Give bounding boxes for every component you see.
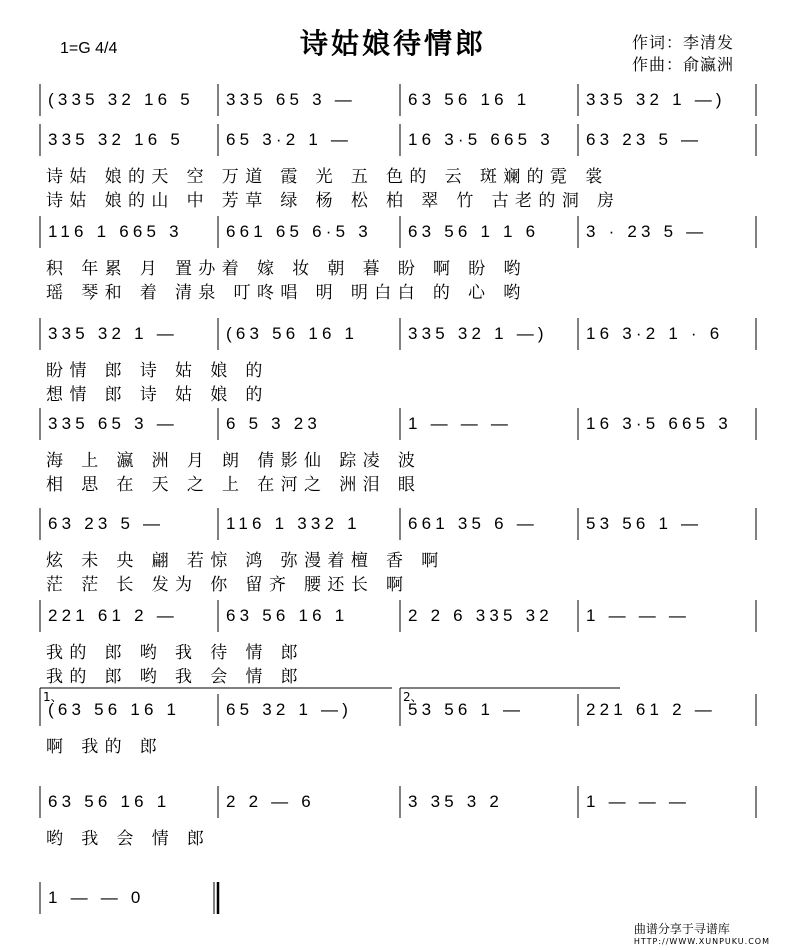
measure: (335 32 16 5: [48, 90, 194, 109]
measure: 1 — — —: [586, 792, 691, 811]
measure: 221 61 2 —: [48, 606, 178, 625]
lyric-line: 我的 郎 哟 我 待 情 郎: [46, 643, 305, 663]
measure: (63 56 16 1: [226, 324, 359, 343]
measure: 3 35 3 2: [408, 792, 504, 811]
measure: 65 3·2 1 —: [226, 130, 353, 149]
lyric-line: 茫 茫 长 发为 你 留齐 腰还长 啊: [46, 575, 410, 595]
lyric-line: 瑶 琴和 着 清泉 叮咚唱 明 明白白 的 心 哟: [46, 283, 527, 303]
measure: 63 56 16 1: [226, 606, 349, 625]
lyric-line: 我的 郎 哟 我 会 情 郎: [46, 667, 305, 687]
source-text: 曲谱分享于寻谱库: [633, 922, 730, 936]
volta-number: 2、: [403, 690, 423, 704]
measure: 335 32 16 5: [48, 130, 185, 149]
measure: 6 5 3 23: [226, 414, 322, 433]
measure: 16 3·5 665 3: [586, 414, 732, 433]
measure: 63 23 5 —: [586, 130, 703, 149]
source-url: HTTP://WWW.XUNPUKU.COM: [633, 937, 770, 946]
measure: 3 · 23 5 —: [586, 222, 708, 241]
measure: 1 — — —: [408, 414, 513, 433]
lyric-line: 盼情 郎 诗 姑 娘 的: [46, 361, 269, 381]
measure: 116 1 332 1: [226, 514, 361, 533]
measure: 2 2 — 6: [226, 792, 315, 811]
measure: 335 65 3 —: [226, 90, 356, 109]
measure: 1 — — 0: [48, 888, 145, 907]
lyric-line: 哟 我 会 情 郎: [46, 829, 211, 849]
measure: 53 56 1 —: [586, 514, 703, 533]
measure: 63 23 5 —: [48, 514, 165, 533]
measure: 16 3·5 665 3: [408, 130, 554, 149]
measure: 335 32 1 —): [586, 90, 726, 109]
measure: 116 1 665 3: [48, 222, 183, 241]
measure: 661 35 6 —: [408, 514, 538, 533]
footer-source: [634, 920, 770, 946]
lyric-line: 炫 未 央 翩 若惊 鸿 弥漫着檀 香 啊: [46, 551, 445, 571]
lyric-line: 想情 郎 诗 姑 娘 的: [46, 385, 269, 405]
measure: 16 3·2 1 · 6: [586, 324, 724, 343]
composer-credit: 作曲：俞瀛洲: [632, 55, 735, 74]
lyric-line: 啊 我的 郎: [46, 737, 164, 757]
measure: 661 65 6·5 3: [226, 222, 372, 241]
lyric-line: 诗姑 娘的山 中 芳草 绿 杨 松 柏 翠 竹 古老的洞 房: [46, 191, 621, 211]
lyricist-credit: 作词：李清发: [632, 33, 735, 52]
measure: (63 56 16 1: [48, 700, 181, 719]
volta-number: 1、: [43, 690, 63, 704]
measure: 335 32 1 —): [408, 324, 548, 343]
measure: 63 56 16 1: [48, 792, 171, 811]
measure: 63 56 1 1 6: [408, 222, 540, 241]
key-signature: 1=G 4/4: [60, 40, 118, 57]
lyric-line: 相 思 在 天 之 上 在河之 洲泪 眼: [46, 475, 422, 495]
lyric-line: 诗姑 娘的天 空 万道 霞 光 五 色的 云 斑斓的霓 裳: [46, 167, 609, 187]
measure: 335 32 1 —: [48, 324, 178, 343]
song-title: 诗姑娘待情郎: [300, 27, 487, 60]
measure: 335 65 3 —: [48, 414, 178, 433]
lyric-line: 积 年累 月 置办着 嫁 妆 朝 暮 盼 啊 盼 哟: [46, 259, 527, 279]
lyric-line: 海 上 瀛 洲 月 朗 倩影仙 踪凌 波: [46, 451, 422, 471]
measure: 2 2 6 335 32: [408, 606, 553, 625]
measure: 53 56 1 —: [408, 700, 525, 719]
measure: 65 32 1 —): [226, 700, 353, 719]
measure: 63 56 16 1: [408, 90, 531, 109]
measure: 221 61 2 —: [586, 700, 716, 719]
measure: 1 — — —: [586, 606, 691, 625]
